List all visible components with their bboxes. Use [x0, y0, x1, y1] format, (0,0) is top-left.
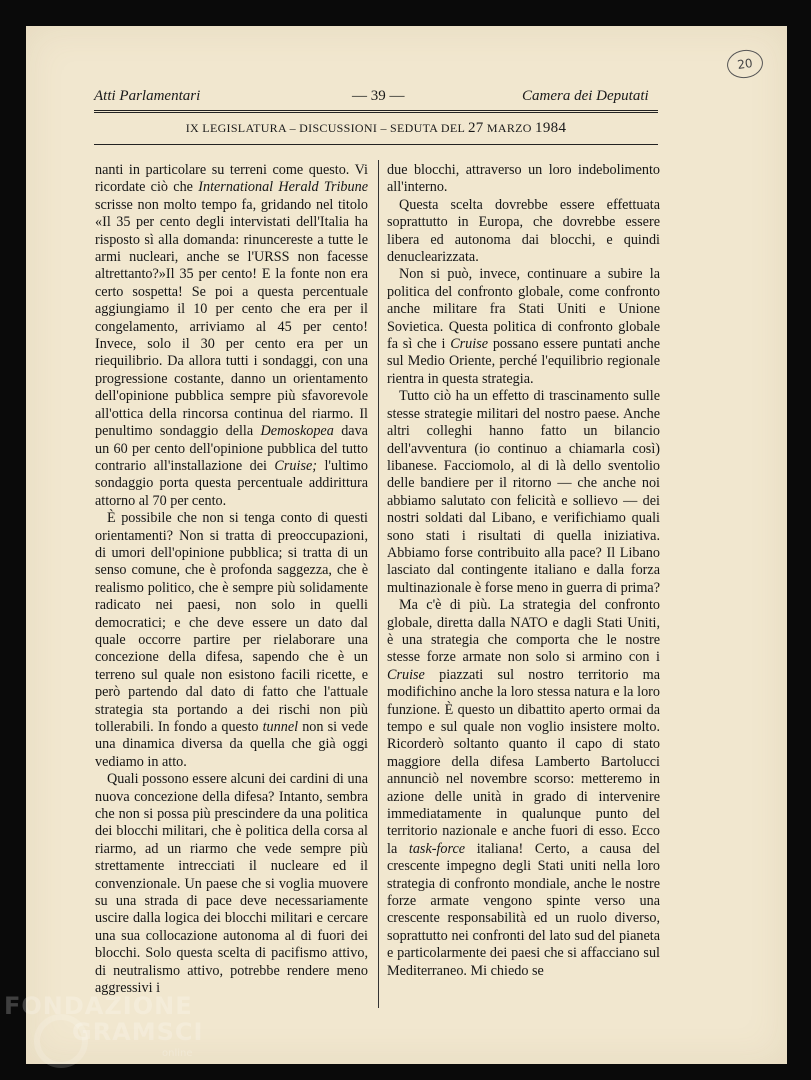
text-run: scrisse non molto tempo fa, gridando nel titolo «Il 35 per cento degli intervistati dell'Italia ha risposto sì alla domanda: rinuncereste a tutte le armi nucleari, anche se l'URSS non facesse altrettanto?»Il 35 per cento! E la fonte non era certo sospetta! Se poi a questa percentuale aggiungiamo il 10 per cento che era per il congelamento, arriviamo al 45 per cento! Invece, solo il 30 per cento era per un riequilibrio. Da allora tutti i sondaggi, con una progressione costante, danno un orientamento dell'opinione pubblica sempre più sfavorevole all'ottica della rincorsa continua del riarmo. Il penultimo sondaggio della: [95, 196, 368, 440]
italic-text-run: Cruise;: [274, 457, 317, 474]
paragraph: [387, 597, 660, 980]
text-run: nanti in particolare su terreni come questo. Vi ricordate ciò che: [95, 162, 368, 196]
header-rule-top-double: [94, 112, 658, 113]
header-chamber: Camera dei Deputati: [522, 88, 649, 104]
header-rule-bottom: [94, 144, 658, 145]
text-run: Ma c'è di più. La strategia del confronto globale, diretta dalla NATO e dagli Stati Uniti, è una strategia che comporta che le nostre stesse forze armate non solo si armino con i: [387, 597, 660, 666]
watermark-text-2: GRAMSCI: [72, 1018, 204, 1046]
paragraph: [387, 197, 660, 267]
text-run: possano essere puntati anche sul Medio Oriente, perché l'equilibrio regionale rientra in questa strategia.: [387, 336, 660, 387]
session-day: 27: [467, 120, 484, 136]
italic-text-run: task-force: [408, 840, 466, 857]
italic-text-run: Demoskopea: [260, 423, 334, 440]
header-rule-top: [94, 110, 658, 111]
text-run: non si vede una dinamica diversa da quella che già oggi vediamo in atto.: [95, 719, 368, 770]
paragraph: [387, 388, 660, 597]
text-run: due blocchi, attraverso un loro indebolimento all'interno.: [387, 162, 660, 196]
paragraph: [95, 510, 368, 771]
session-month: MARZO: [486, 121, 532, 135]
watermark-text-3: online: [162, 1048, 193, 1059]
text-run: italiana! Certo, a causa del crescente impegno degli Stati uniti nella loro strategia di confronto mondiale, anche le nostre forze armate vengono spinte verso una crescente responsabilità ed un ruolo diverso, soprattutto nei confronti del lato sud del pianeta e particolarmente dei paesi che si affacciano sul Mediterraneo. Mi chiedo se: [387, 840, 660, 979]
text-run: È possibile che non si tenga conto di questi orientamenti? Non si tratta di preoccupazioni, di umori dell'opinione pubblica; si tratta di un senso comune, che è profonda saggezza, che è realismo politico, che è sempre più solidamente radicato nei paesi, non solo in quelli democratici; e che deve essere un dato dal quale occorre partire per rielaborare una concezione della difesa, sapendo che è un terreno sul quale non esistono facili ricette, e però partendo dal dato di fatto che l'attuale strategia sta portando a dei rischi non più tollerabili. In fondo a questo: [95, 510, 368, 735]
italic-text-run: Cruise: [387, 666, 425, 683]
header-page-number: — 39 —: [352, 88, 405, 104]
paragraph: [387, 266, 660, 388]
left-column: [95, 162, 368, 998]
session-header: [94, 120, 658, 137]
text-run: l'ultimo sondaggio porta questa percentuale addirittura attorno al 70 per cento.: [95, 457, 369, 509]
text-run: dava un 60 per cento dell'opinione pubblica del tutto contrario all'installazione dei: [95, 423, 368, 474]
watermark-logo: [4, 992, 204, 1072]
text-run: Non si può, invece, continuare a subire la politica del confronto globale, come confronto anche militare fra Stati Uniti e Unione Sovietica. Questa politica di confronto globale fa sì che i: [387, 266, 660, 353]
paragraph: [95, 771, 368, 997]
text-run: piazzati sul nostro territorio ma modifichino anche la loro stessa natura e la loro funzione. È questo un dibattito aperto ormai da tempo e sul quale non voglio insistere molto. Ricorderò soltanto quanto il capo di stato maggiore della difesa Lamberto Bartolucci annunciò nel novembre scorso: metteremo in azione delle unità in grado di intervenire immediatamente in qualunque punto del territorio nazionale e anche fuori di esso. Ecco la: [387, 666, 660, 857]
page-stamp: 20: [725, 48, 765, 81]
italic-text-run: tunnel: [262, 719, 299, 735]
paragraph: [95, 162, 368, 510]
text-run: Tutto ciò ha un effetto di trascinamento sulle stesse strategie militari del nostro paese. Anche altri colleghi hanno fatto un bilancio dell'avventura (io continuo a chiamarla così) libanese. Facciomolo, al di là dello sventolio delle bandiere per il ritorno — che anche noi abbiamo salutato con felicità e sollievo — dei nostri soldati dal Libano, e verifichiamo quali sono stati i risultati di quella iniziativa. Abbiamo forse contribuito alla pace? Il Libano lasciato dal contingente italiano e dalla forza multinazionale è forse meno in guerra di prima?: [387, 388, 661, 596]
right-column: [387, 162, 660, 980]
paragraph: [387, 162, 660, 197]
text-run: Quali possono essere alcuni dei cardini di una nuova concezione della difesa? Intanto, sembra che non si possa più prescindere da una politica dei blocchi militari, che è politica della corsa al riarmo, ad un riarmo che vede sempre più strettamente intrecciati il nucleare ed il convenzionale. Un paese che si voglia muovere su una strada di pace deve necessariamente uscire dalla logica dei blocchi militari e cercare una sua collocazione autonoma al di fuori dei blocchi. Solo questa scelta di pacifismo attivo, di neutralismo attivo, potrebbe rendere meno aggressivi i: [95, 771, 368, 997]
watermark-text-1: FONDAZIONE: [4, 992, 193, 1020]
italic-text-run: Cruise: [450, 336, 489, 353]
italic-text-run: International Herald Tribune: [198, 179, 369, 196]
session-prefix: IX LEGISLATURA – DISCUSSIONI – SEDUTA DEL: [185, 121, 465, 135]
column-divider: [378, 160, 379, 1008]
header-publication: Atti Parlamentari: [94, 88, 201, 104]
text-run: Questa scelta dovrebbe essere effettuata soprattutto in Europa, che dovrebbe essere libera ed autonoma dai blocchi, e quindi denuclearizzata.: [387, 196, 660, 266]
session-year: 1984: [535, 120, 567, 136]
